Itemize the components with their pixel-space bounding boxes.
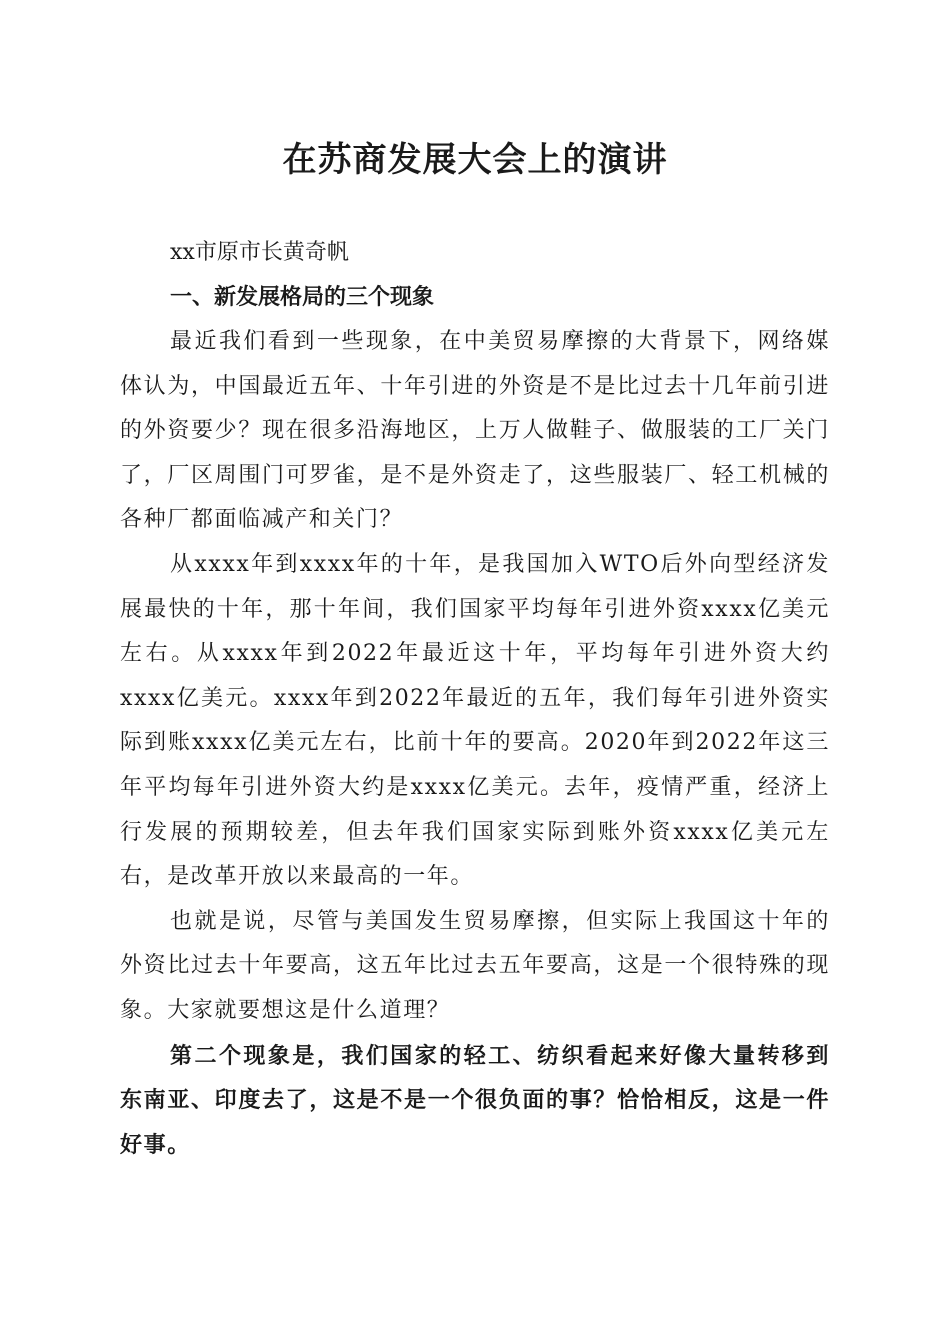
body-text	[120, 320, 830, 1167]
paragraph-3: 也就是说，尽管与美国发生贸易摩擦，但实际上我国这十年的外资比过去十年要高，这五年比过去五年要高，这是一个很特殊的现象。大家就要想这是什么道理？	[120, 908, 830, 1023]
author-line: xx市原市长黄奇帆	[170, 240, 349, 265]
section-heading: 一、新发展格局的三个现象	[170, 285, 435, 310]
paragraph-1: 最近我们看到一些现象，在中美贸易摩擦的大背景下，网络媒体认为，中国最近五年、十年引进的外资是不是比过去十几年前引进的外资要少？现在很多沿海地区，上万人做鞋子、做服装的工厂关门了，厂区周围门可罗雀，是不是外资走了，这些服装厂、轻工机械的各种厂都面临减产和关门？	[120, 329, 830, 533]
document-title: 在苏商发展大会上的演讲	[282, 140, 668, 180]
paragraph-2: 从xxxx年到xxxx年的十年，是我国加入WTO后外向型经济发展最快的十年，那十年间，我们国家平均每年引进外资xxxx亿美元左右。从xxxx年到2022年最近这十年，平均每年引进外资大约xxxx亿美元。xxxx年到2022年最近的五年，我们每年引进外资实际到账xxxx亿美元左右，比前十年的要高。2020年到2022年这三年平均每年引进外资大约是xxxx亿美元。去年，疫情严重，经济上行发展的预期较差，但去年我们国家实际到账外资xxxx亿美元左右，是改革开放以来最高的一年。	[120, 551, 830, 890]
paragraph-4: 第二个现象是，我们国家的轻工、纺织看起来好像大量转移到东南亚、印度去了，这是不是一个很负面的事？恰恰相反，这是一件好事。	[120, 1042, 830, 1158]
